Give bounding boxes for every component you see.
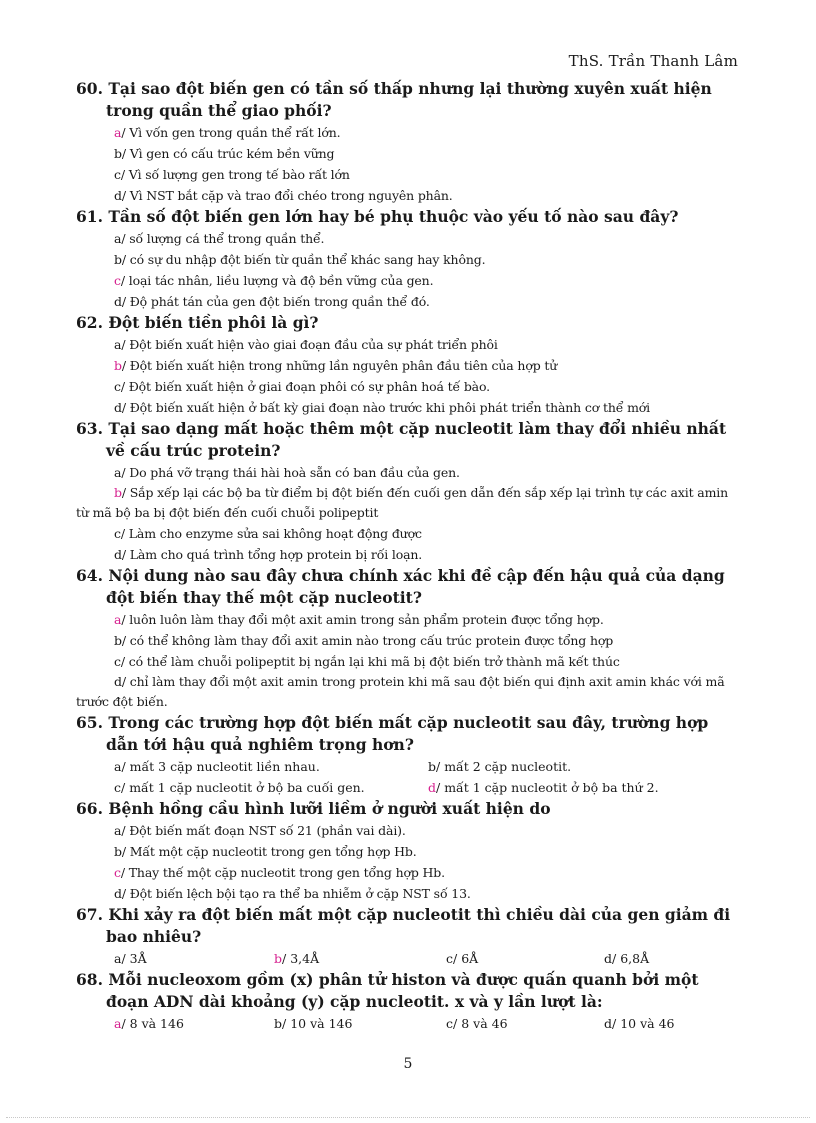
option-b [76,483,742,523]
answer-letter: b [114,485,122,500]
question-64 [76,565,742,712]
option-text: / Độ phát tán của gen đột biến trong quần thể đó. [121,294,430,309]
question-67 [76,904,742,969]
option-letter: d [604,951,613,966]
question-title: 62. Đột biến tiền phôi là gì? [76,313,319,332]
option-d [76,397,742,418]
option-c [76,164,742,185]
question-title: 64. Nội dung nào sau đây chưa chính xác khi đề cập đến hậu quả của dạng đột biến thay thế một cặp nucleotit? [76,566,725,607]
option-letter: a [114,465,122,480]
option-text: / mất 1 cặp nucleotit ở bộ ba thứ 2. [436,780,659,795]
option-text: / 6Å [453,951,479,966]
option-c [76,270,742,291]
option-letter: a [114,759,122,774]
question-65 [76,712,742,798]
option-text: / luôn luôn làm thay đổi một axit amin trong sản phẩm protein được tổng hợp. [121,612,604,627]
option-text: / Vì NST bắt cặp và trao đổi chéo trong nguyên phân. [121,188,453,203]
option-d [76,672,742,712]
option-text: / 3,4Å [282,951,320,966]
option-c [446,948,604,969]
option-d [604,948,724,969]
option-letter: a [114,823,122,838]
option-text: / Đột biến xuất hiện ở bất kỳ giai đoạn nào trước khi phôi phát triển thành cơ thể mới [121,400,651,415]
option-letter: c [114,379,121,394]
option-letter: c [114,780,122,795]
option-text: / Vì số lượng gen trong tế bào rất lớn [120,167,350,182]
option-row [76,756,742,777]
option-a [76,820,742,841]
option-text: / Đột biến mất đoạn NST số 21 (phần vai dài). [121,823,406,838]
option-text: / 8 và 146 [121,1016,184,1031]
option-a [114,1013,274,1034]
answer-letter: c [114,865,121,880]
option-row [76,1013,742,1034]
option-b [76,249,742,270]
question-63 [76,418,742,565]
question-62 [76,312,742,418]
option-text: / 3Å [121,951,147,966]
option-row [76,948,742,969]
question-60 [76,78,742,206]
option-d [428,777,742,798]
option-text: / có thể làm chuỗi polipeptit bị ngắn lại khi mã bị đột biến trở thành mã kết thúc [120,654,620,669]
question-title: 60. Tại sao đột biến gen có tần số thấp nhưng lại thường xuyên xuất hiện trong quần thể giao phối? [76,79,712,120]
question-66 [76,798,742,904]
option-text: / mất 2 cặp nucleotit. [436,759,572,774]
question-68 [76,969,742,1034]
question-title: 68. Mỗi nucleoxom gồm (x) phân tử histon và được quấn quanh bởi một đoạn ADN dài khoảng (y) cặp nucleotit. x và y lần lượt là: [76,970,699,1011]
option-b [76,143,742,164]
option-a [76,609,742,630]
option-letter: c [446,1016,454,1031]
option-a [114,756,428,777]
option-d [76,291,742,312]
option-letter: d [604,1016,613,1031]
option-text: / Mất một cặp nucleotit trong gen tổng hợp Hb. [121,844,417,859]
option-text: / Làm cho quá trình tổng hợp protein bị rối loạn. [121,547,423,562]
option-c [76,651,742,672]
option-a [76,462,742,483]
option-c [446,1013,604,1034]
option-letter: d [114,547,122,562]
option-letter: a [114,951,122,966]
question-title: 61. Tần số đột biến gen lớn hay bé phụ thuộc vào yếu tố nào sau đây? [76,207,679,226]
option-text: / 10 và 46 [612,1016,675,1031]
option-letter: d [114,674,122,689]
option-a [76,122,742,143]
option-letter: d [114,400,122,415]
option-c [114,777,428,798]
option-a [114,948,274,969]
option-d [76,883,742,904]
option-letter: b [114,633,122,648]
option-letter: b [114,252,122,267]
question-title: 66. Bệnh hồng cầu hình lưỡi liềm ở người xuất hiện do [76,799,551,818]
question-list [76,78,742,1034]
question-title: 67. Khi xảy ra đột biến mất một cặp nucleotit thì chiều dài của gen giảm đi bao nhiêu? [76,905,731,946]
option-text: / mất 3 cặp nucleotit liền nhau. [121,759,320,774]
option-text: / Đột biến xuất hiện vào giai đoạn đầu của sự phát triển phôi [121,337,498,352]
option-d [604,1013,724,1034]
option-text: / 6,8Å [612,951,650,966]
option-text: / Thay thế một cặp nucleotit trong gen tổng hợp Hb. [120,865,445,880]
option-d [76,185,742,206]
option-text: / loại tác nhân, liều lượng và độ bền vững của gen. [120,273,434,288]
option-text: / Đột biến xuất hiện ở giai đoạn phôi có sự phân hoá tế bào. [120,379,490,394]
option-b [76,841,742,862]
option-text: / 8 và 46 [453,1016,508,1031]
option-letter: c [114,167,121,182]
header-author: ThS. Trần Thanh Lâm [568,52,738,70]
option-c [76,523,742,544]
answer-letter: b [114,358,122,373]
option-letter: d [114,886,122,901]
option-text: / có thể không làm thay đổi axit amin nào trong cấu trúc protein được tổng hợp [121,633,614,648]
question-61 [76,206,742,312]
option-d [76,544,742,565]
option-text: / Sắp xếp lại các bộ ba từ điểm bị đột biến đến cuối gen dẫn đến sắp xếp lại trình tự các axit amin từ mã bộ ba bị đột biến đến cuối chuỗi polipeptit [76,485,729,520]
option-letter: b [114,146,122,161]
option-text: / chỉ làm thay đổi một axit amin trong protein khi mã sau đột biến qui định axit amin khác với mã trước đột biến. [76,674,725,709]
option-text: / mất 1 cặp nucleotit ở bộ ba cuối gen. [121,780,365,795]
option-c [76,862,742,883]
option-letter: b [274,1016,283,1031]
page-number: 5 [403,1056,413,1072]
option-b [76,355,742,376]
option-letter: b [114,844,122,859]
answer-letter: b [274,951,283,966]
option-letter: b [428,759,437,774]
option-a [76,334,742,355]
question-title: 65. Trong các trường hợp đột biến mất cặp nucleotit sau đây, trường hợp dẫn tới hậu quả nghiêm trọng hơn? [76,713,709,754]
answer-letter: a [114,125,122,140]
option-b [428,756,742,777]
answer-letter: c [114,273,121,288]
option-text: / Đột biến lệch bội tạo ra thể ba nhiễm ở cặp NST số 13. [121,886,471,901]
option-text: / Vì vốn gen trong quần thể rất lớn. [121,125,341,140]
option-b [274,1013,446,1034]
option-letter: c [446,951,454,966]
option-text: / Làm cho enzyme sửa sai không hoạt động được [120,526,422,541]
option-row [76,777,742,798]
option-letter: c [114,526,121,541]
option-text: / Đột biến xuất hiện trong những lần nguyên phân đầu tiên của hợp tử [121,358,558,373]
option-a [76,228,742,249]
question-title: 63. Tại sao dạng mất hoặc thêm một cặp nucleotit làm thay đổi nhiều nhất về cấu trúc protein? [76,419,727,460]
option-text: / Vì gen có cấu trúc kém bền vững [121,146,335,161]
option-letter: a [114,231,122,246]
option-letter: a [114,337,122,352]
option-b [76,630,742,651]
option-text: / số lượng cá thể trong quần thể. [121,231,325,246]
option-letter: c [114,654,121,669]
option-text: / 10 và 146 [282,1016,353,1031]
option-c [76,376,742,397]
option-text: / có sự du nhập đột biến từ quần thể khác sang hay không. [121,252,486,267]
answer-letter: d [428,780,437,795]
answer-letter: a [114,612,122,627]
option-b [274,948,446,969]
option-letter: d [114,294,122,309]
footer-divider [6,1117,810,1118]
answer-letter: a [114,1016,122,1031]
option-text: / Do phá vỡ trạng thái hài hoà sẵn có ban đầu của gen. [121,465,460,480]
option-letter: d [114,188,122,203]
